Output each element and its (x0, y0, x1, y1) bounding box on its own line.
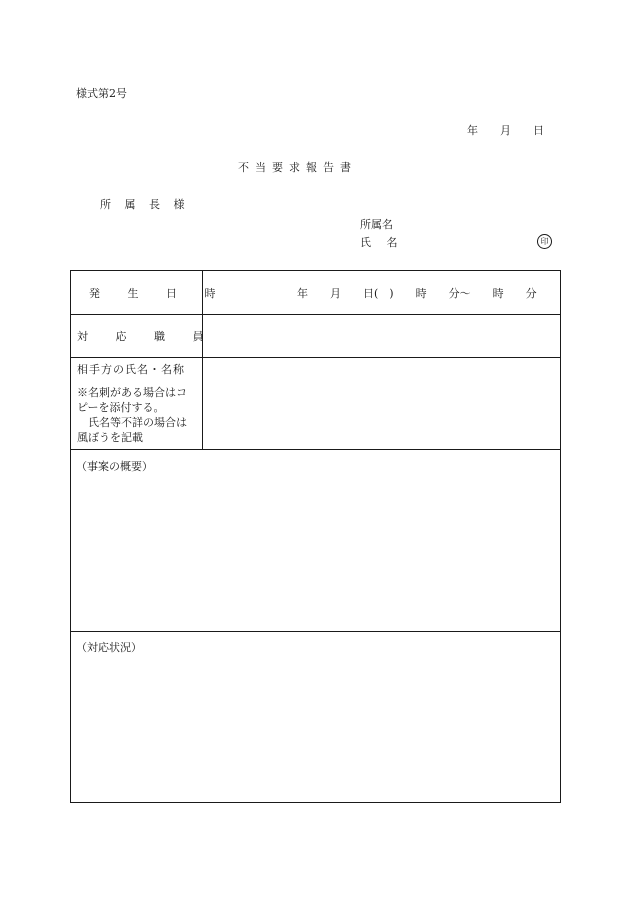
name-label: 氏 名 (360, 236, 404, 249)
report-table (70, 270, 561, 803)
summary-label: （事案の概要） (76, 460, 153, 473)
occurrence-label: 発 生 日 時 (89, 287, 228, 300)
document-title: 不当要求報告書 (238, 161, 357, 174)
report-date: 年 月 日 (467, 124, 544, 137)
party-note: ※名刺がある場合はコ ピーを添付する。 氏名等不詳の場合は 風ぼうを記載 (77, 386, 187, 444)
party-label: 相手方の氏名・名称 (77, 363, 185, 376)
form-number: 様式第2号 (76, 87, 127, 100)
row-divider (71, 631, 560, 632)
response-label: （対応状況） (76, 641, 142, 654)
department-label: 所属名 (360, 218, 393, 231)
seal-mark: 印 (537, 234, 552, 249)
row-divider (71, 314, 560, 315)
staff-label: 対 応 職 員 (77, 330, 216, 343)
occurrence-value: 年 月 日( ) 時 分〜 時 分 (297, 287, 537, 300)
row-divider (71, 357, 560, 358)
row-divider (71, 449, 560, 450)
addressee: 所 属 長 様 (100, 198, 190, 211)
